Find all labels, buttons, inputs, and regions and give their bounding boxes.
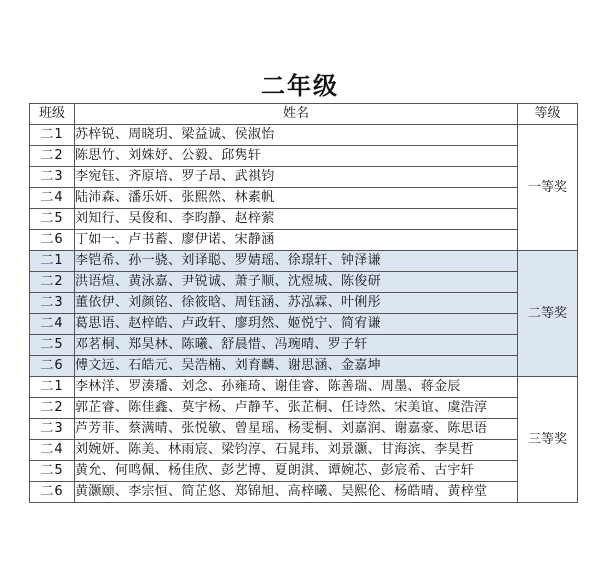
table-row xyxy=(30,398,578,419)
names-cell: 陆沛森、潘乐妍、张熙然、林素帆 xyxy=(75,188,518,209)
names-cell: 刘知行、吴俊和、李昀静、赵梓萦 xyxy=(75,209,518,230)
header-row xyxy=(30,104,578,125)
table-row xyxy=(30,482,578,503)
class-cell: 二3 xyxy=(30,167,75,188)
class-cell: 二1 xyxy=(30,125,75,146)
names-cell: 董依伊、刘颜铭、徐筱晗、周钰涵、苏泓霖、叶俐彤 xyxy=(75,293,518,314)
award-level-cell: 三等奖 xyxy=(518,377,578,503)
table-row xyxy=(30,188,578,209)
table-row xyxy=(30,125,578,146)
class-cell: 二6 xyxy=(30,230,75,251)
names-cell: 刘婉妍、陈美、林雨宸、梁钧淳、石晁玮、刘景灏、甘海滨、李昊哲 xyxy=(75,440,518,461)
names-cell: 芦芳菲、蔡满晴、张悦敏、曾星瑶、杨雯桐、刘嘉润、谢嘉豪、陈思语 xyxy=(75,419,518,440)
names-cell: 黄灏颐、李宗恒、简芷悠、郑锦旭、高梓曦、吴熙伦、杨皓晴、黄梓堂 xyxy=(75,482,518,503)
class-cell: 二3 xyxy=(30,419,75,440)
names-cell: 邓茗桐、郑昊林、陈曦、舒晨惜、冯琬晴、罗子轩 xyxy=(75,335,518,356)
names-cell: 陈思竹、刘姝妤、公毅、邱隽轩 xyxy=(75,146,518,167)
class-cell: 二3 xyxy=(30,293,75,314)
class-cell: 二5 xyxy=(30,461,75,482)
table-row xyxy=(30,293,578,314)
table-row xyxy=(30,230,578,251)
names-cell: 郭芷睿、陈佳鑫、莫宇杨、卢静芊、张芷桐、任诗然、宋美谊、虞浩淳 xyxy=(75,398,518,419)
table-row xyxy=(30,146,578,167)
award-group-third xyxy=(30,377,578,503)
table-row xyxy=(30,335,578,356)
names-cell: 李林洋、罗湊璠、刘念、孙雍琦、谢佳睿、陈善瑞、周墨、蒋金辰 xyxy=(75,377,518,398)
table-row xyxy=(30,209,578,230)
table-row xyxy=(30,377,578,398)
names-cell: 傅文远、石皓元、吴浩楠、刘育麟、谢思涵、金嘉坤 xyxy=(75,356,518,377)
names-cell: 葛思语、赵梓皓、卢政轩、廖玥然、姬悦宁、简宥谦 xyxy=(75,314,518,335)
table-row xyxy=(30,461,578,482)
table-row xyxy=(30,167,578,188)
header-award: 等级 xyxy=(518,104,578,125)
awards-table xyxy=(29,103,578,503)
award-level-cell: 二等奖 xyxy=(518,251,578,377)
class-cell: 二4 xyxy=(30,314,75,335)
class-cell: 二6 xyxy=(30,482,75,503)
class-cell: 二4 xyxy=(30,440,75,461)
award-group-second xyxy=(30,251,578,377)
table-row xyxy=(30,419,578,440)
names-cell: 苏梓锐、周晓玥、梁益诚、侯淑怡 xyxy=(75,125,518,146)
class-cell: 二2 xyxy=(30,146,75,167)
award-group-first xyxy=(30,125,578,251)
class-cell: 二1 xyxy=(30,377,75,398)
header-class: 班级 xyxy=(30,104,75,125)
class-cell: 二5 xyxy=(30,335,75,356)
award-level-cell: 一等奖 xyxy=(518,125,578,251)
table-row xyxy=(30,356,578,377)
table-row xyxy=(30,272,578,293)
names-cell: 李宛钰、齐原培、罗子昂、武祺钧 xyxy=(75,167,518,188)
class-cell: 二5 xyxy=(30,209,75,230)
table-row xyxy=(30,251,578,272)
names-cell: 丁如一、卢书蓄、廖伊诺、宋静涵 xyxy=(75,230,518,251)
class-cell: 二2 xyxy=(30,398,75,419)
class-cell: 二2 xyxy=(30,272,75,293)
page-title: 二年级 xyxy=(261,72,339,100)
names-cell: 洪语煊、黄泳嘉、尹锐诚、萧子顺、沈煜城、陈俊研 xyxy=(75,272,518,293)
class-cell: 二4 xyxy=(30,188,75,209)
class-cell: 二6 xyxy=(30,356,75,377)
class-cell: 二1 xyxy=(30,251,75,272)
names-cell: 李铠希、孙一骁、刘译聪、罗婧瑶、徐璟轩、钟泽谦 xyxy=(75,251,518,272)
names-cell: 黄允、何鸣佩、杨佳欣、彭艺博、夏朗淇、谭婉芯、彭宸希、古宇轩 xyxy=(75,461,518,482)
header-names: 姓名 xyxy=(75,104,518,125)
table-row xyxy=(30,314,578,335)
table-row xyxy=(30,440,578,461)
